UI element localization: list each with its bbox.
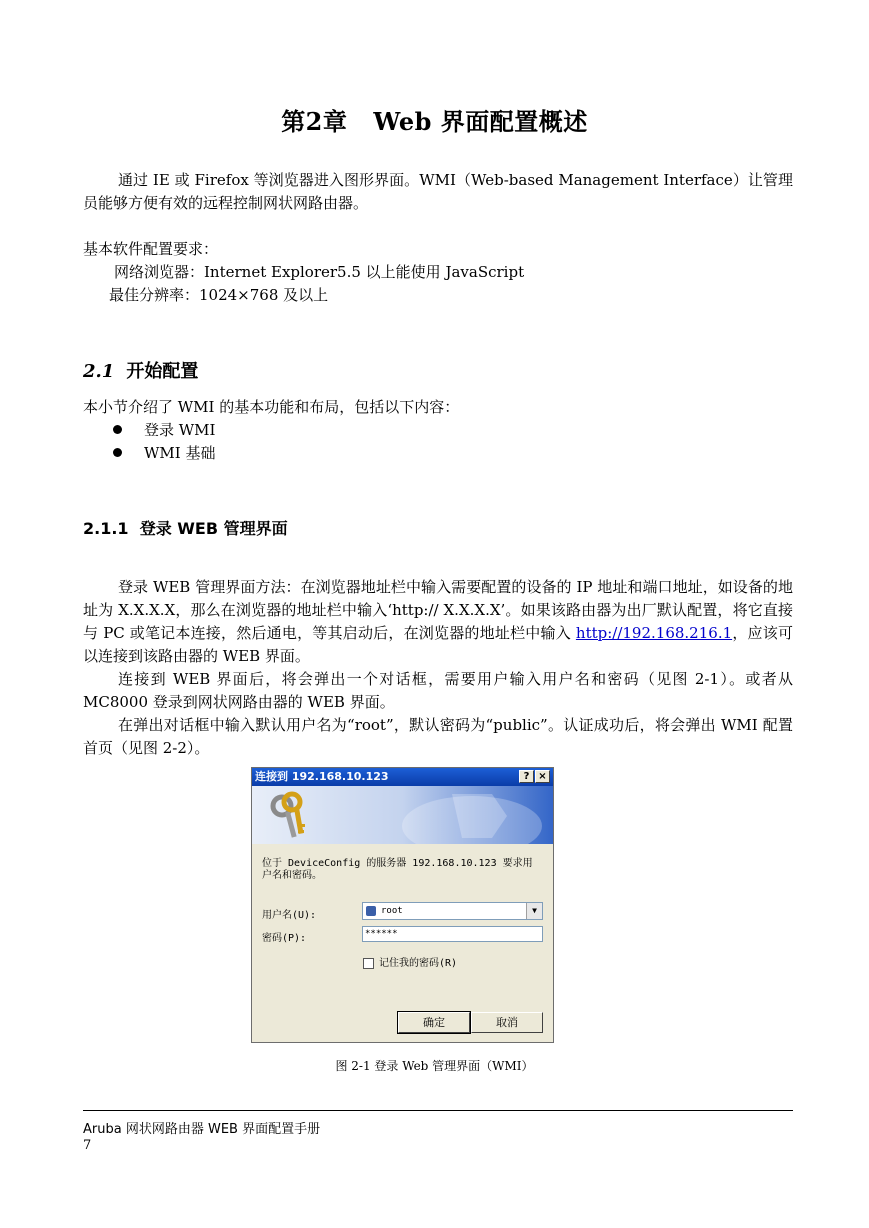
requirements-heading: 基本软件配置要求： xyxy=(83,240,219,258)
password-field[interactable]: ****** xyxy=(362,926,543,942)
footer-divider xyxy=(83,1110,793,1111)
ok-button[interactable]: 确定 xyxy=(398,1012,470,1033)
section-intro: 本小节介绍了 WMI 的基本功能和布局，包括以下内容： xyxy=(83,398,460,416)
connect-paragraph: 连接到 WEB 界面后，将会弹出一个对话框，需要用户输入用户名和密码（见图 2-1）。或者从 MC8000 登录到网状网路由器的 WEB 界面。 xyxy=(83,670,793,711)
intro-paragraph: 通过 IE 或 Firefox 等浏览器进入图形界面。WMI（Web-based Management Interface）让管理员能够方便有效的远程控制网状网路由器。 xyxy=(83,171,793,212)
dialog-message: 位于 DeviceConfig 的服务器 192.168.10.123 要求用户名和密码。 xyxy=(262,858,533,881)
dialog-titlebar xyxy=(252,768,553,786)
requirement-browser: 网络浏览器：Internet Explorer5.5 以上能使用 JavaScript xyxy=(114,263,525,281)
dialog-banner xyxy=(252,786,553,844)
cancel-button[interactable]: 取消 xyxy=(471,1012,543,1033)
subsection-number: 2.1.1 xyxy=(83,519,129,538)
chapter-number: 第2章 xyxy=(281,107,348,136)
key-icon xyxy=(252,786,553,844)
chevron-down-icon[interactable]: ▼ xyxy=(526,903,542,919)
requirement-resolution: 最佳分辨率：1024×768 及以上 xyxy=(109,286,329,304)
section-heading xyxy=(83,357,198,383)
username-label: 用户名(U): xyxy=(262,910,317,921)
figure-caption: 图 2-1 登录 Web 管理界面（WMI） xyxy=(335,1059,534,1073)
chapter-title-text: Web 界面配置概述 xyxy=(373,107,588,136)
login-paragraph: 登录 WEB 管理界面方法：在浏览器地址栏中输入需要配置的设备的 IP 地址和端口地址，如设备的地址为 X.X.X.X，那么在浏览器的地址栏中输入‘http:// X.X.X.X’。如果该路由器为出厂默认配置，将它直接与 PC 或笔记本连接，然后通电，等其启动后，在浏览器的地址栏中输入 http://192.168.216.1，应该可以连接到该路由器的 WEB 界面。 xyxy=(83,578,793,665)
chapter-title xyxy=(0,102,869,137)
page-number: 7 xyxy=(83,1138,92,1153)
list-item: 登录 WMI xyxy=(113,419,215,441)
user-icon xyxy=(366,906,376,916)
section-number: 2.1 xyxy=(83,361,115,382)
subsection-title: 登录 WEB 管理界面 xyxy=(139,519,288,538)
list-item: WMI 基础 xyxy=(113,442,215,464)
bullet-icon xyxy=(113,425,122,434)
checkbox-icon[interactable] xyxy=(363,958,374,969)
section-title: 开始配置 xyxy=(126,361,199,382)
close-button[interactable]: × xyxy=(535,770,550,783)
bullet-icon xyxy=(113,448,122,457)
help-button[interactable]: ? xyxy=(519,770,534,783)
credentials-paragraph: 在弹出对话框中输入默认用户名为“root”，默认密码为“public”。认证成功后，将会弹出 WMI 配置首页（见图 2-2）。 xyxy=(83,716,793,757)
footer-title: Aruba 网状网路由器 WEB 界面配置手册 xyxy=(83,1122,321,1137)
subsection-heading xyxy=(83,516,288,539)
password-label: 密码(P): xyxy=(262,933,307,944)
dialog-title: 连接到 192.168.10.123 xyxy=(255,770,389,783)
router-url-link[interactable]: http://192.168.216.1 xyxy=(575,624,733,642)
remember-password-checkbox[interactable]: 记住我的密码(R) xyxy=(363,954,457,969)
login-dialog xyxy=(251,767,554,1043)
username-field[interactable]: root ▼ xyxy=(362,902,543,920)
